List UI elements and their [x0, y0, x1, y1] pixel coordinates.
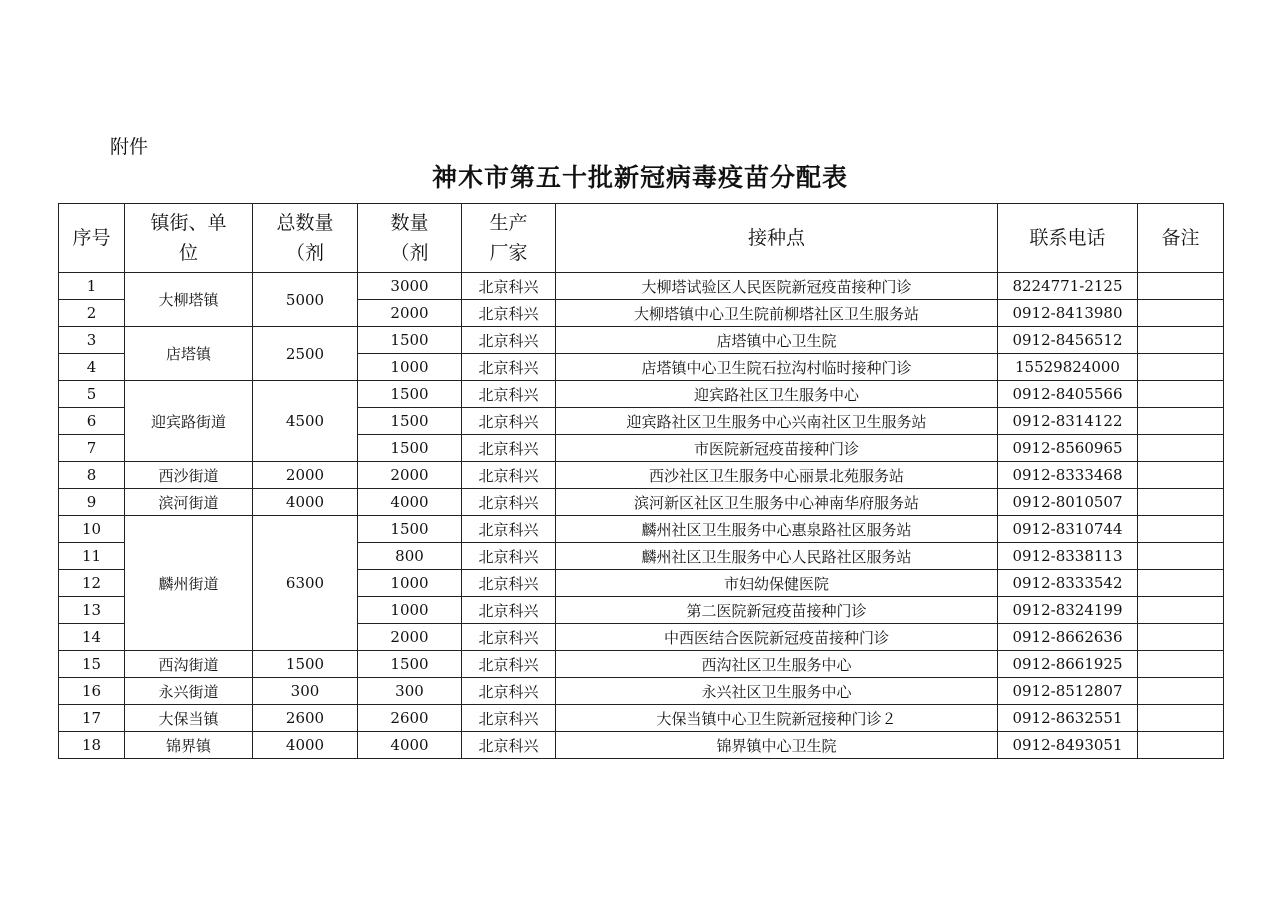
cell-site: 中西医结合医院新冠疫苗接种门诊 — [556, 624, 998, 651]
cell-note — [1138, 543, 1224, 570]
cell-phone: 0912-8632551 — [998, 705, 1138, 732]
cell-unit: 滨河街道 — [125, 489, 253, 516]
table-row — [59, 462, 1224, 489]
cell-note — [1138, 651, 1224, 678]
table-row — [59, 489, 1224, 516]
cell-site: 市妇幼保健医院 — [556, 570, 998, 597]
cell-unit: 麟州街道 — [125, 516, 253, 651]
cell-note — [1138, 705, 1224, 732]
table-row — [59, 273, 1224, 300]
cell-unit: 迎宾路街道 — [125, 381, 253, 462]
cell-seq: 4 — [59, 354, 125, 381]
cell-seq: 3 — [59, 327, 125, 354]
cell-seq: 13 — [59, 597, 125, 624]
cell-total: 2500 — [253, 327, 358, 381]
cell-qty: 1500 — [358, 327, 462, 354]
cell-seq: 8 — [59, 462, 125, 489]
cell-note — [1138, 408, 1224, 435]
cell-seq: 11 — [59, 543, 125, 570]
cell-seq: 2 — [59, 300, 125, 327]
cell-total: 5000 — [253, 273, 358, 327]
cell-qty: 1500 — [358, 651, 462, 678]
cell-note — [1138, 462, 1224, 489]
cell-maker: 北京科兴 — [462, 705, 556, 732]
cell-qty: 4000 — [358, 489, 462, 516]
cell-maker: 北京科兴 — [462, 273, 556, 300]
cell-total: 2000 — [253, 462, 358, 489]
cell-note — [1138, 300, 1224, 327]
cell-seq: 6 — [59, 408, 125, 435]
cell-site: 市医院新冠疫苗接种门诊 — [556, 435, 998, 462]
cell-maker: 北京科兴 — [462, 408, 556, 435]
cell-site: 大保当镇中心卫生院新冠接种门诊２ — [556, 705, 998, 732]
cell-qty: 2600 — [358, 705, 462, 732]
header-maker-line1: 生产 — [489, 212, 528, 234]
cell-site: 大柳塔试验区人民医院新冠疫苗接种门诊 — [556, 273, 998, 300]
cell-qty: 2000 — [358, 624, 462, 651]
header-maker-line2: 厂家 — [489, 242, 528, 264]
cell-site: 永兴社区卫生服务中心 — [556, 678, 998, 705]
cell-seq: 18 — [59, 732, 125, 759]
table-row — [59, 516, 1224, 543]
table-row — [59, 705, 1224, 732]
table-row — [59, 381, 1224, 408]
cell-note — [1138, 516, 1224, 543]
cell-seq: 12 — [59, 570, 125, 597]
cell-unit: 大保当镇 — [125, 705, 253, 732]
cell-qty: 1500 — [358, 408, 462, 435]
cell-qty: 1500 — [358, 381, 462, 408]
header-qty — [358, 204, 462, 273]
table-row — [59, 732, 1224, 759]
cell-maker: 北京科兴 — [462, 732, 556, 759]
cell-maker: 北京科兴 — [462, 435, 556, 462]
table-header-row — [59, 204, 1224, 273]
cell-phone: 0912-8333468 — [998, 462, 1138, 489]
header-phone: 联系电话 — [998, 204, 1138, 273]
table-row — [59, 327, 1224, 354]
cell-unit: 店塔镇 — [125, 327, 253, 381]
cell-qty: 3000 — [358, 273, 462, 300]
cell-site: 迎宾路社区卫生服务中心兴南社区卫生服务站 — [556, 408, 998, 435]
header-maker — [462, 204, 556, 273]
cell-note — [1138, 732, 1224, 759]
cell-maker: 北京科兴 — [462, 678, 556, 705]
cell-maker: 北京科兴 — [462, 462, 556, 489]
cell-note — [1138, 624, 1224, 651]
cell-maker: 北京科兴 — [462, 327, 556, 354]
table-row — [59, 678, 1224, 705]
cell-maker: 北京科兴 — [462, 570, 556, 597]
cell-qty: 1500 — [358, 516, 462, 543]
cell-unit: 西沟街道 — [125, 651, 253, 678]
cell-site: 店塔镇中心卫生院石拉沟村临时接种门诊 — [556, 354, 998, 381]
cell-site: 麟州社区卫生服务中心惠泉路社区服务站 — [556, 516, 998, 543]
cell-site: 麟州社区卫生服务中心人民路社区服务站 — [556, 543, 998, 570]
cell-phone: 0912-8310744 — [998, 516, 1138, 543]
cell-total: 300 — [253, 678, 358, 705]
cell-phone: 0912-8493051 — [998, 732, 1138, 759]
cell-maker: 北京科兴 — [462, 597, 556, 624]
cell-site: 迎宾路社区卫生服务中心 — [556, 381, 998, 408]
cell-qty: 1000 — [358, 597, 462, 624]
cell-seq: 14 — [59, 624, 125, 651]
cell-seq: 17 — [59, 705, 125, 732]
cell-seq: 15 — [59, 651, 125, 678]
cell-note — [1138, 327, 1224, 354]
cell-note — [1138, 381, 1224, 408]
cell-site: 锦界镇中心卫生院 — [556, 732, 998, 759]
cell-qty: 4000 — [358, 732, 462, 759]
cell-total: 1500 — [253, 651, 358, 678]
cell-phone: 0912-8338113 — [998, 543, 1138, 570]
header-qty-line2: （剂 — [390, 242, 429, 264]
attachment-label: 附件 — [110, 136, 149, 158]
cell-maker: 北京科兴 — [462, 300, 556, 327]
cell-maker: 北京科兴 — [462, 489, 556, 516]
cell-site: 店塔镇中心卫生院 — [556, 327, 998, 354]
cell-unit: 锦界镇 — [125, 732, 253, 759]
cell-maker: 北京科兴 — [462, 624, 556, 651]
cell-phone: 0912-8413980 — [998, 300, 1138, 327]
cell-site: 西沟社区卫生服务中心 — [556, 651, 998, 678]
cell-site: 第二医院新冠疫苗接种门诊 — [556, 597, 998, 624]
header-note: 备注 — [1138, 204, 1224, 273]
cell-phone: 0912-8512807 — [998, 678, 1138, 705]
cell-phone: 0912-8314122 — [998, 408, 1138, 435]
cell-unit: 西沙街道 — [125, 462, 253, 489]
cell-total: 6300 — [253, 516, 358, 651]
cell-phone: 0912-8333542 — [998, 570, 1138, 597]
header-site: 接种点 — [556, 204, 998, 273]
cell-maker: 北京科兴 — [462, 354, 556, 381]
cell-qty: 800 — [358, 543, 462, 570]
cell-qty: 300 — [358, 678, 462, 705]
header-unit-line2: 位 — [178, 242, 198, 264]
cell-site: 滨河新区社区卫生服务中心神南华府服务站 — [556, 489, 998, 516]
cell-qty: 2000 — [358, 462, 462, 489]
cell-site: 西沙社区卫生服务中心丽景北苑服务站 — [556, 462, 998, 489]
cell-phone: 0912-8662636 — [998, 624, 1138, 651]
cell-phone: 8224771-2125 — [998, 273, 1138, 300]
cell-qty: 1000 — [358, 354, 462, 381]
cell-seq: 10 — [59, 516, 125, 543]
cell-note — [1138, 597, 1224, 624]
cell-phone: 0912-8324199 — [998, 597, 1138, 624]
cell-note — [1138, 570, 1224, 597]
header-seq: 序号 — [59, 204, 125, 273]
cell-note — [1138, 489, 1224, 516]
cell-seq: 16 — [59, 678, 125, 705]
cell-qty: 1000 — [358, 570, 462, 597]
cell-total: 4000 — [253, 732, 358, 759]
header-total — [253, 204, 358, 273]
cell-maker: 北京科兴 — [462, 651, 556, 678]
cell-maker: 北京科兴 — [462, 543, 556, 570]
cell-phone: 0912-8661925 — [998, 651, 1138, 678]
page-title: 神木市第五十批新冠病毒疫苗分配表 — [431, 163, 848, 192]
cell-qty: 2000 — [358, 300, 462, 327]
cell-phone: 15529824000 — [998, 354, 1138, 381]
cell-phone: 0912-8560965 — [998, 435, 1138, 462]
cell-unit: 永兴街道 — [125, 678, 253, 705]
cell-total: 4000 — [253, 489, 358, 516]
cell-seq: 1 — [59, 273, 125, 300]
cell-seq: 5 — [59, 381, 125, 408]
cell-maker: 北京科兴 — [462, 516, 556, 543]
cell-qty: 1500 — [358, 435, 462, 462]
cell-phone: 0912-8405566 — [998, 381, 1138, 408]
cell-note — [1138, 678, 1224, 705]
table-row — [59, 651, 1224, 678]
cell-site: 大柳塔镇中心卫生院前柳塔社区卫生服务站 — [556, 300, 998, 327]
header-qty-line1: 数量 — [390, 212, 429, 234]
header-unit — [125, 204, 253, 273]
header-unit-line1: 镇街、单 — [150, 212, 227, 234]
cell-seq: 9 — [59, 489, 125, 516]
cell-seq: 7 — [59, 435, 125, 462]
cell-note — [1138, 435, 1224, 462]
header-total-line2: （剂 — [285, 242, 324, 264]
cell-phone: 0912-8010507 — [998, 489, 1138, 516]
cell-total: 4500 — [253, 381, 358, 462]
cell-total: 2600 — [253, 705, 358, 732]
header-total-line1: 总数量 — [276, 212, 334, 234]
cell-maker: 北京科兴 — [462, 381, 556, 408]
cell-unit: 大柳塔镇 — [125, 273, 253, 327]
cell-note — [1138, 354, 1224, 381]
cell-phone: 0912-8456512 — [998, 327, 1138, 354]
cell-note — [1138, 273, 1224, 300]
vaccine-allocation-table — [58, 203, 1224, 759]
